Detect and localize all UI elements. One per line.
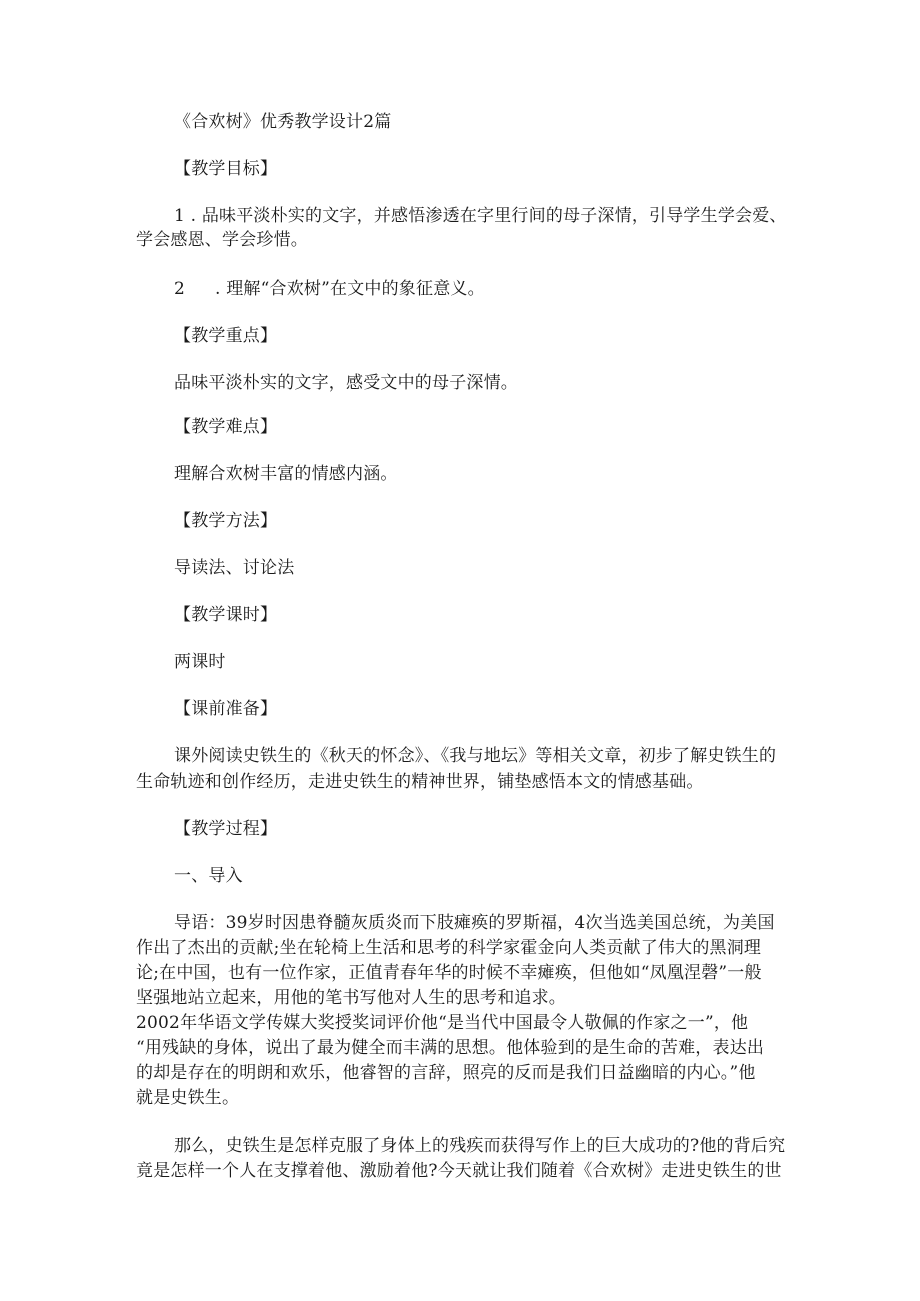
goals-heading: 【教学目标】 [174, 159, 278, 179]
hours-text: 两课时 [174, 652, 226, 672]
key-points-text: 品味平淡朴实的文字，感受文中的母子深情。 [174, 373, 518, 393]
intro-line-5: 2002年华语文学传媒大奖授奖词评价他“是当代中国最令人敬佩的作家之一”，他 [136, 1013, 749, 1033]
goal-2-number: 2 [174, 279, 186, 299]
document-title: 《合欢树》优秀教学设计2篇 [174, 112, 392, 132]
method-text: 导读法、讨论法 [174, 558, 295, 578]
difficulty-text: 理解合欢树丰富的情感内涵。 [174, 464, 398, 484]
prep-heading: 【课前准备】 [174, 699, 278, 719]
intro-line-7: 的却是存在的明朗和欢乐，他睿智的言辞，照亮的反而是我们日益幽暗的内心。”他 [136, 1063, 756, 1083]
final-line-1: 那么，史铁生是怎样克服了身体上的残疾而获得写作上的巨大成功的?他的背后究 [174, 1136, 786, 1156]
prep-line-1: 课外阅读史铁生的《秋天的怀念》、《我与地坛》等相关文章，初步了解史铁生的 [174, 746, 777, 766]
goal-1-line-1: 1 . 品味平淡朴实的文字，并感悟渗透在字里行间的母子深情，引导学生学会爱、 [174, 206, 787, 226]
final-line-2: 竟是怎样一个人在支撑着他、激励着他?今天就让我们随着《合欢树》走进史铁生的世 [136, 1161, 782, 1181]
intro-line-3: 论;在中国，也有一位作家，正值青春年华的时候不幸瘫痪，但他如“凤凰涅磬”一般 [136, 963, 762, 983]
intro-line-6: “用残缺的身体，说出了最为健全而丰满的思想。他体验到的是生命的苦难，表达出 [136, 1038, 765, 1058]
intro-line-2: 作出了杰出的贡献;坐在轮椅上生活和思考的科学家霍金向人类贡献了伟大的黑洞理 [136, 938, 762, 958]
method-heading: 【教学方法】 [174, 511, 278, 531]
section-1-heading: 一、导入 [174, 866, 243, 886]
intro-line-8: 就是史铁生。 [136, 1088, 240, 1108]
key-points-heading: 【教学重点】 [174, 326, 278, 346]
difficulty-heading: 【教学难点】 [174, 417, 278, 437]
process-heading: 【教学过程】 [174, 819, 278, 839]
hours-heading: 【教学课时】 [174, 605, 278, 625]
prep-line-2: 生命轨迹和创作经历，走进史铁生的精神世界，铺垫感悟本文的情感基础。 [136, 772, 704, 792]
goal-1-line-2: 学会感恩、学会珍惜。 [136, 230, 308, 250]
intro-line-4: 坚强地站立起来，用他的笔书写他对人生的思考和追求。 [136, 988, 566, 1008]
intro-line-1: 导语：39岁时因患脊髓灰质炎而下肢瘫痪的罗斯福，4次当选美国总统，为美国 [174, 913, 775, 933]
goal-2-text: . 理解“合欢树”在文中的象征意义。 [215, 279, 485, 299]
